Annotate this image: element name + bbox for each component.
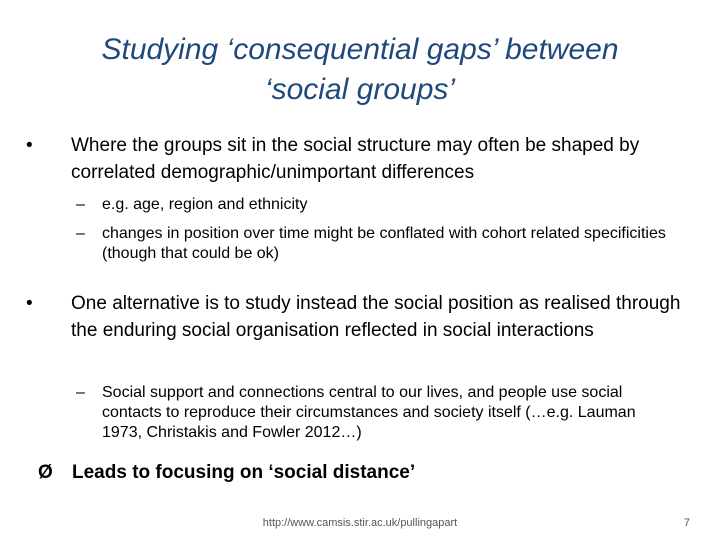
sub-bullet-text: e.g. age, region and ethnicity bbox=[102, 196, 308, 213]
arrow-bullet-icon: Ø bbox=[38, 462, 53, 483]
sub-bullet-marker: – bbox=[76, 384, 85, 401]
sub-bullet-text: changes in position over time might be conflated with cohort related specificities (though that could be ok) bbox=[102, 225, 666, 262]
sub-bullet-text: Social support and connections central to our lives, and people use social contacts to reproduce their circumstances and society itself (…e.g. Lauman 1973, Christakis and Fowler 2012…) bbox=[102, 384, 636, 441]
sub-bullet-marker: – bbox=[76, 196, 85, 213]
bullet-text: One alternative is to study instead the social position as realised through the enduring social organisation reflected in social interactions bbox=[71, 293, 681, 341]
conclusion-text: Leads to focusing on ‘social distance’ bbox=[72, 462, 416, 483]
sub-bullet-marker: – bbox=[76, 225, 85, 242]
page-number: 7 bbox=[683, 517, 690, 529]
bullet-marker: • bbox=[26, 293, 33, 314]
footer-url: http://www.camsis.stir.ac.uk/pullingapart bbox=[262, 517, 458, 529]
bullet-text: Where the groups sit in the social structure may often be shaped by correlated demographic/unimportant differences bbox=[71, 135, 640, 183]
bullet-marker: • bbox=[26, 135, 33, 156]
slide-title: Studying ‘consequential gaps’ between ‘social groups’ bbox=[101, 33, 619, 106]
